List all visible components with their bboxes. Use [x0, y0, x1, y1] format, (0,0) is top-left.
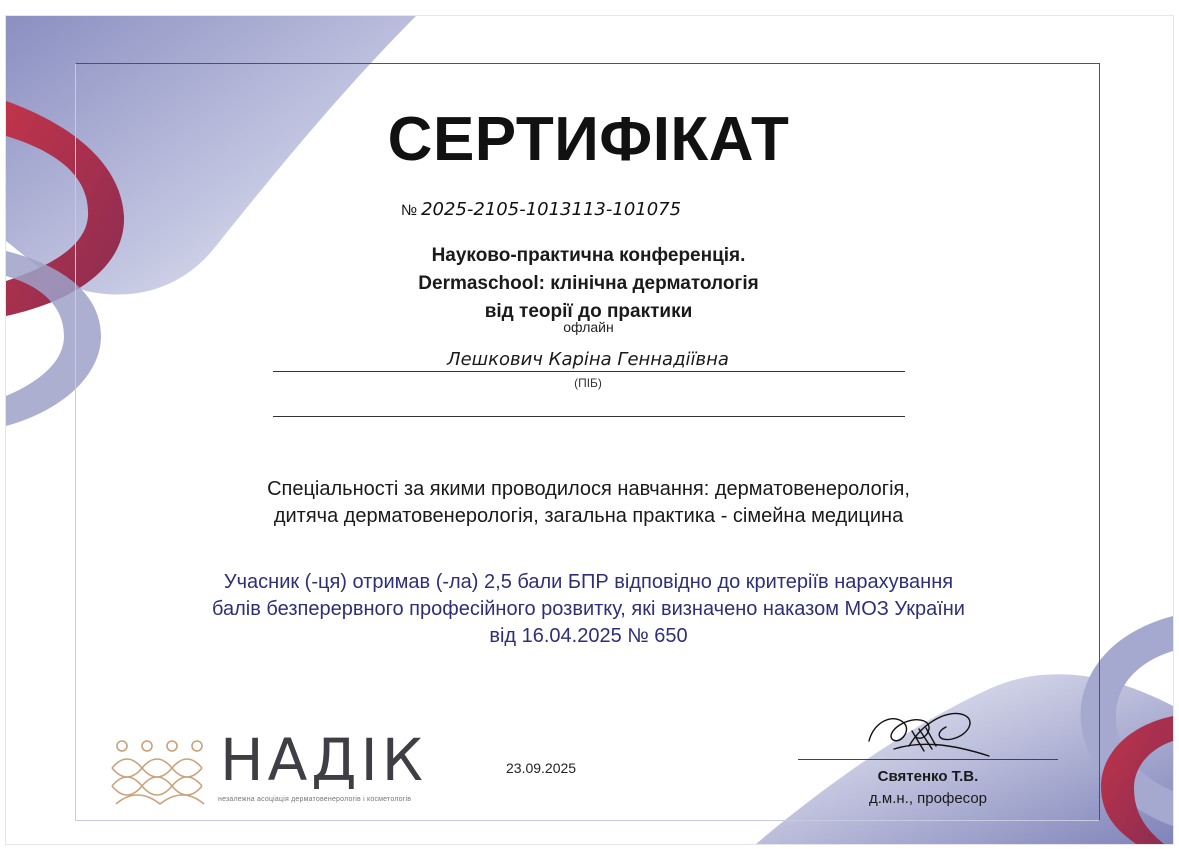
blank-line: [273, 416, 905, 417]
specialties-line-2: дитяча дерматовенерологія, загальна практика - сімейна медицина: [273, 505, 904, 527]
specialties-line-1: Спеціальності за якими проводилося навчання: дерматовенерологія,: [267, 478, 910, 500]
logo-wordmark: НАДІК: [220, 726, 427, 794]
people-chain-logo-icon: [110, 738, 210, 808]
name-underline: [273, 371, 905, 372]
cpd-points-line-3: від 16.04.2025 № 650: [489, 625, 688, 647]
conference-title-line-3: від теорії до практики: [484, 301, 693, 322]
certificate-page: [6, 16, 1173, 844]
logo-subtitle: незалежна асоціація дерматовенерологів і косметологів: [218, 796, 412, 803]
conference-title-line-2: Dermaschool: клінічна дерматологія: [418, 273, 759, 294]
signer-name: Святенко Т.В.: [877, 768, 979, 785]
name-caption: (ПІБ): [574, 376, 602, 390]
signer-title: д.м.н., професор: [868, 790, 988, 807]
issue-date: 23.09.2025: [506, 760, 577, 776]
cpd-points-line-2: балів безперервного професійного розвитку, які визначено наказом МОЗ України: [212, 598, 965, 620]
certificate-number: [401, 199, 681, 220]
event-format: офлайн: [563, 319, 614, 335]
conference-title-line-1: Науково-практична конференція.: [431, 245, 746, 266]
number-symbol: №: [401, 202, 418, 219]
certificate-title: СЕРТИФІКАТ: [387, 105, 790, 174]
signature-line: [798, 759, 1058, 760]
handwritten-signature: [864, 701, 994, 763]
certificate-number-value: 2025-2105-1013113-101075: [421, 199, 682, 220]
cpd-points-text: [116, 569, 1061, 650]
cpd-points-line-1: Учасник (-ця) отримав (-ла) 2,5 бали БПР відповідно до критеріїв нарахування: [223, 571, 954, 593]
specialties-text: [156, 476, 1021, 530]
participant-name: Лешкович Каріна Геннадіївна: [447, 349, 729, 370]
conference-title: [336, 242, 841, 326]
